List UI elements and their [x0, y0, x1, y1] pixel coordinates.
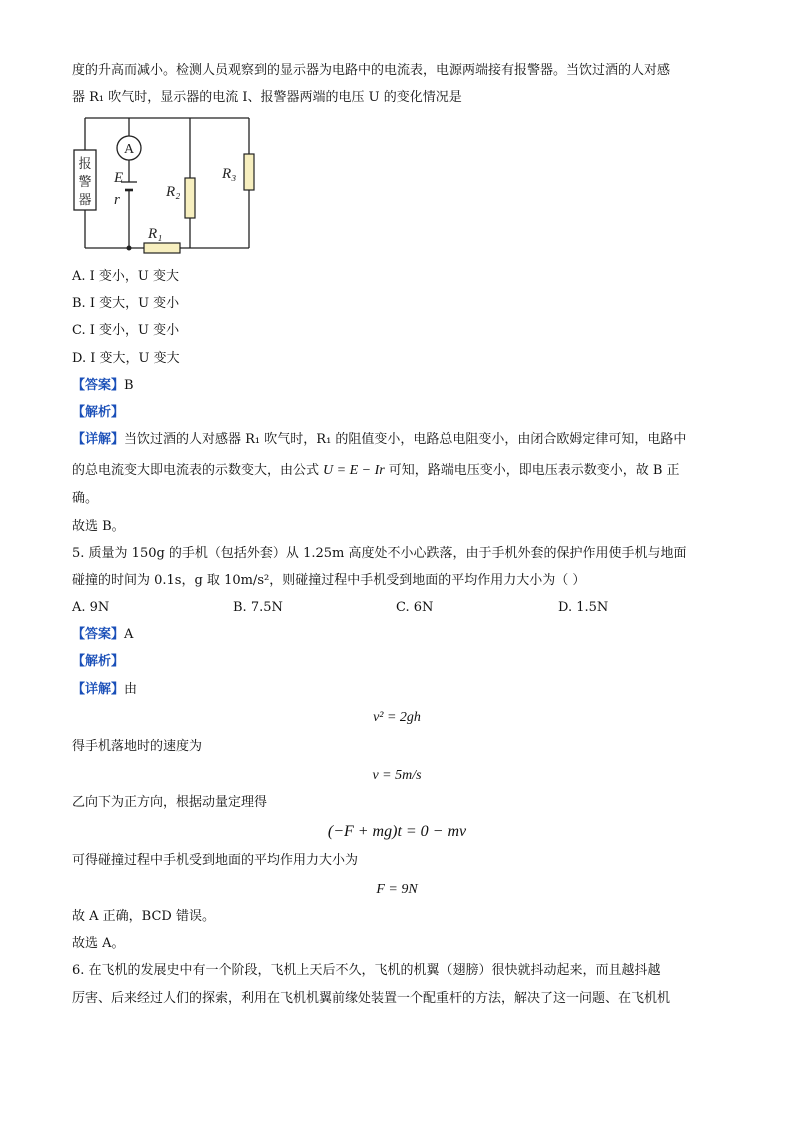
q5-option-d: D. 1.5N [558, 600, 609, 615]
alarm-char-3: 器 [78, 192, 92, 207]
q5-option-b: B. 7.5N [233, 600, 283, 615]
q5-answer: A [124, 627, 134, 642]
q5-text-5: 故 A 正确，BCD 错误。 [72, 909, 215, 924]
q5-text-4: 可得碰撞过程中手机受到地面的平均作用力大小为 [72, 853, 359, 868]
q4-detail-line1: 【详解】当饮过酒的人对感器 R₁ 吹气时，R₁ 的阻值变小，电路总电阻变小，由闭合欧姆定律可知，电路中 [72, 432, 687, 447]
q6-line1: 6. 在飞机的发展史中有一个阶段，飞机上天后不久，飞机的机翼（翅膀）很快就抖动起来，而且越抖越 [72, 963, 661, 978]
q4-conclusion: 故选 B。 [72, 519, 125, 534]
q6-line2: 厉害、后来经过人们的探索，利用在飞机机翼前缘处装置一个配重杆的方法，解决了这一问题、在飞机机 [72, 991, 671, 1006]
q4-option-b: B. I 变大，U 变小 [72, 296, 180, 311]
q5-detail-line: 【详解】由 [72, 682, 138, 697]
q4-intro-line1: 度的升高而减小。检测人员观察到的显示器为电路中的电流表，电源两端接有报警器。当饮过酒的人对感 [72, 63, 671, 78]
q4-detail-line3: 确。 [72, 491, 99, 506]
circuit-diagram [70, 112, 270, 258]
q5-option-c: C. 6N [396, 600, 434, 615]
q4-analysis-tag: 【解析】 [72, 405, 125, 420]
r3-label: R₃ [222, 166, 237, 182]
internal-r-label: r [114, 192, 120, 208]
q4-answer-row [72, 377, 134, 395]
q4-option-d: D. I 变大，U 变大 [72, 351, 180, 366]
q4-detail-line2: 的总电流变大即电流表的示数变大，由公式 U = E − Ir 可知，路端电压变小，即电压表示数变小，故 B 正 [72, 463, 680, 478]
r3-resistor [244, 154, 254, 190]
r1-label: R₁ [148, 226, 163, 242]
q5-option-a: A. 9N [72, 600, 110, 615]
alarm-char-2: 警 [78, 174, 92, 189]
answer-tag: 【答案】 [72, 378, 125, 393]
ammeter-label: A [123, 142, 135, 157]
emf-label: E [114, 170, 124, 186]
q5-answer-row: 【答案】A [72, 627, 134, 642]
q4-detail-formula: U = E − Ir [323, 463, 385, 478]
q5-stem-line1: 5. 质量为 150g 的手机（包括外套）从 1.25m 高度处不小心跌落，由于手机外套的保护作用使手机与地面 [72, 546, 687, 561]
q4-intro-line2: 器 R₁ 吹气时，显示器的电流 I、报警器两端的电压 U 的变化情况是 [72, 90, 462, 105]
q5-equation-2: v = 5m/s [372, 768, 422, 783]
q4-option-c: C. I 变小，U 变小 [72, 323, 180, 338]
q4-option-a: A. I 变小，U 变大 [72, 269, 180, 284]
q5-stem-line2: 碰撞的时间为 0.1s，g 取 10m/s²，则碰撞过程中手机受到地面的平均作用力大小为（ ） [72, 573, 586, 588]
q4-answer: B [124, 378, 134, 393]
r1-resistor [144, 243, 180, 253]
q5-equation-1: v² = 2gh [373, 710, 421, 725]
junction-node [127, 246, 132, 251]
q5-equation-4: F = 9N [376, 882, 418, 897]
alarm-char-1: 报 [78, 156, 92, 171]
q5-text-3: 乙向下为正方向，根据动量定理得 [72, 795, 268, 810]
q5-equation-3: (−F + mg)t = 0 − mv [327, 823, 467, 840]
q5-text-2: 得手机落地时的速度为 [72, 739, 203, 754]
q5-conclusion: 故选 A。 [72, 936, 125, 951]
r2-label: R₂ [166, 184, 181, 200]
r2-resistor [185, 178, 195, 218]
q5-analysis-tag: 【解析】 [72, 654, 125, 669]
detail-tag: 【详解】 [72, 432, 125, 447]
